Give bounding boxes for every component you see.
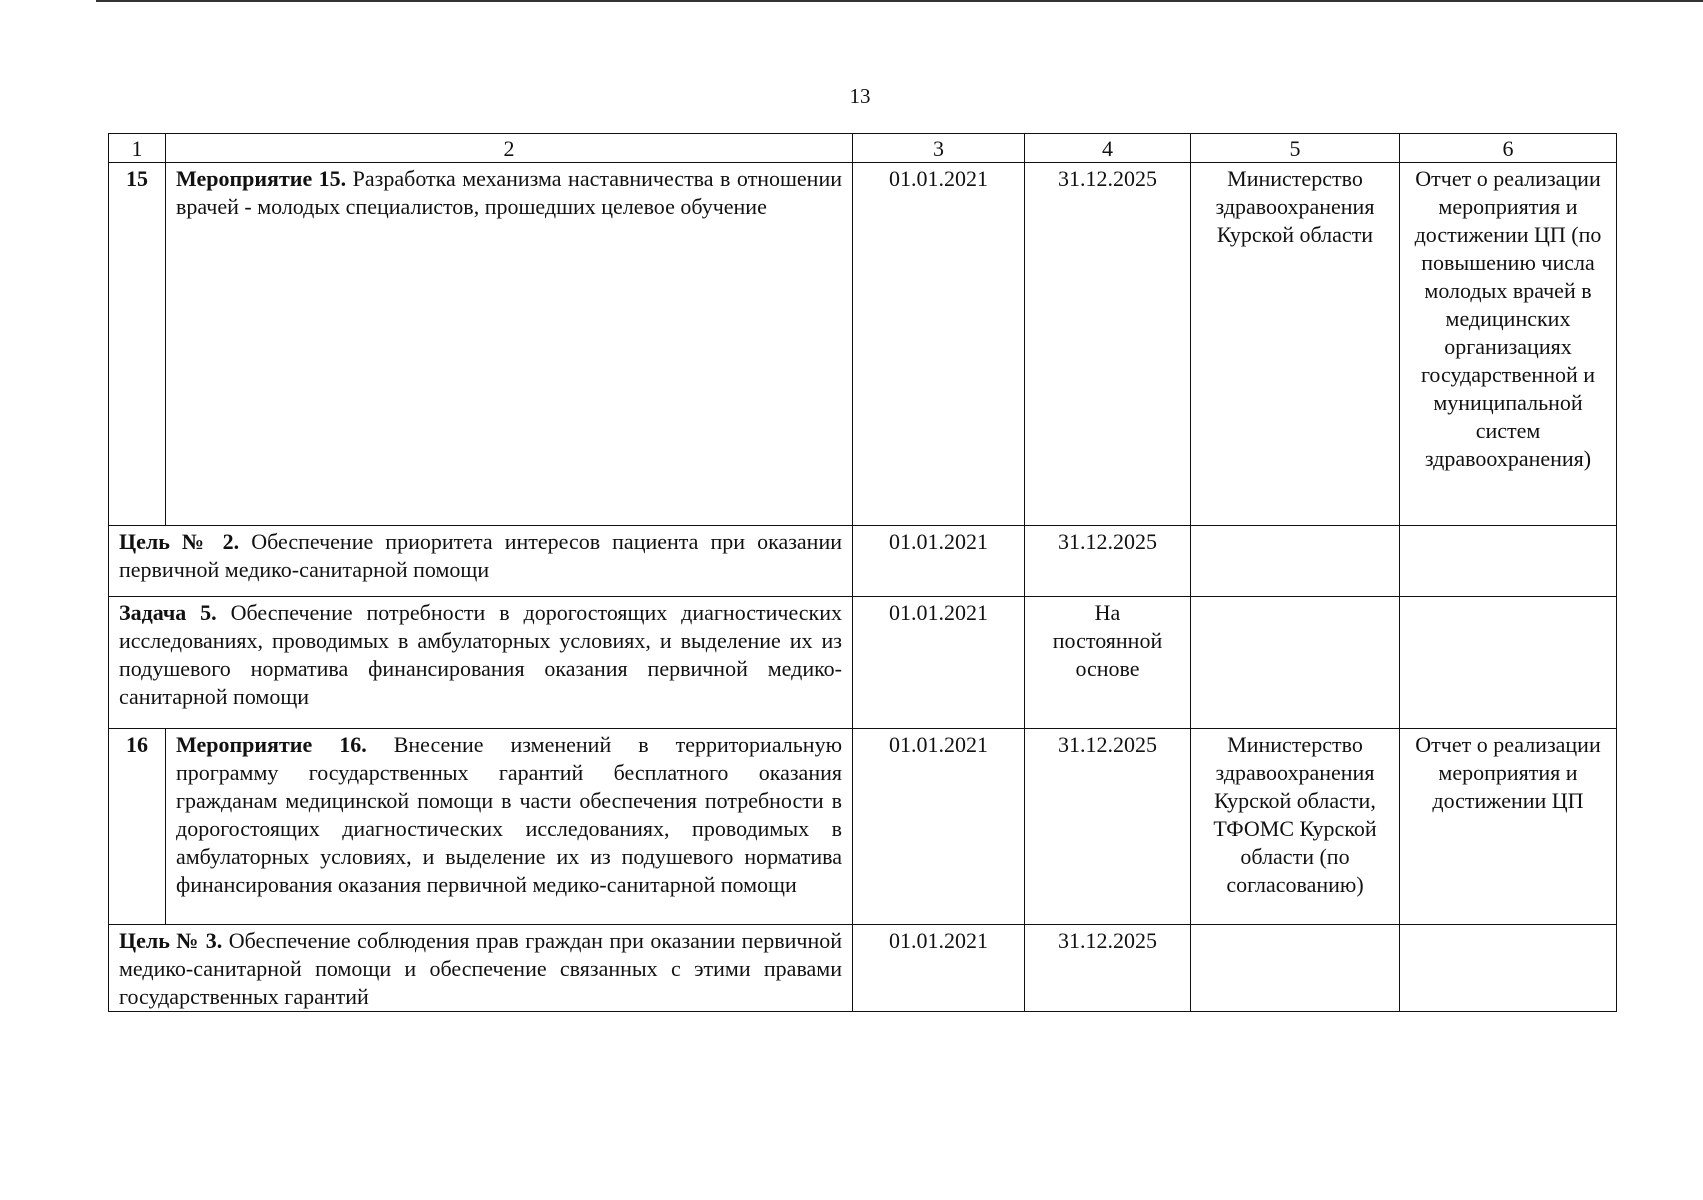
expected-result [1400,526,1617,597]
start-date: 01.01.2021 [853,163,1025,526]
task-text: Обеспечение потребности в дорогостоящих диагностических исследованиях, проводимых в амбулаторных условиях, и выделение их из подушевого норматива финансирования оказания первичной медико-санитарной помощи [119,600,842,709]
end-date: 31.12.2025 [1025,729,1191,925]
goal-text: Обеспечение соблюдения прав граждан при оказании первичной медико-санитарной помощи и обеспечение связанных с этими правами государственных гарантий [119,928,842,1009]
measure-title: Мероприятие 16. [176,732,367,757]
responsible-party [1191,526,1400,597]
page-number: 13 [849,84,871,108]
measure-description [166,163,853,526]
column-header-2: 2 [166,134,853,163]
task-title: Задача 5. [119,600,217,625]
table-row-measure-16 [109,729,1617,925]
table-row-goal-2 [109,526,1617,597]
row-number: 15 [109,163,166,526]
end-date: На постоянной основе [1025,597,1191,729]
row-number: 16 [109,729,166,925]
goal-text: Обеспечение приоритета интересов пациента при оказании первичной медико-санитарной помощи [119,529,843,582]
start-date: 01.01.2021 [853,526,1025,597]
end-date: 31.12.2025 [1025,925,1191,1012]
measure-title: Мероприятие 15. [176,166,347,191]
goal-description [109,925,853,1012]
expected-result: Отчет о реализации мероприятия и достижении ЦП [1400,729,1617,925]
column-header-1: 1 [109,134,166,163]
table-row-goal-3 [109,925,1617,1012]
end-date: 31.12.2025 [1025,163,1191,526]
responsible-party: Министерство здравоохранения Курской области, ТФОМС Курской области (по согласованию) [1191,729,1400,925]
column-header-5: 5 [1191,134,1400,163]
start-date: 01.01.2021 [853,925,1025,1012]
start-date: 01.01.2021 [853,597,1025,729]
task-description [109,597,853,729]
expected-result [1400,925,1617,1012]
goal-title: Цель № 2. [119,529,240,554]
header-row [109,134,1617,163]
goal-title: Цель № 3. [119,928,223,953]
column-header-4: 4 [1025,134,1191,163]
end-date: 31.12.2025 [1025,526,1191,597]
measure-text: Внесение изменений в территориальную программу государственных гарантий бесплатного оказания гражданам медицинской помощи в части обеспечения потребности в дорогостоящих диагностических исследованиях, проводимых в амбулаторных условиях, и выделение их из подушевого норматива финансирования оказания первичной медико-санитарной помощи [176,732,843,897]
measures-table [108,133,1617,1012]
expected-result: Отчет о реализации мероприятия и достижении ЦП (по повышению числа молодых врачей в медицинских организациях государственной и муниципальной систем здравоохранения) [1400,163,1617,526]
responsible-party: Министерство здравоохранения Курской области [1191,163,1400,526]
table-row-task-5 [109,597,1617,729]
goal-description [109,526,853,597]
table-row-measure-15 [109,163,1617,526]
responsible-party [1191,597,1400,729]
measure-text: Разработка механизма наставничества в отношении врачей - молодых специалистов, прошедших целевое обучение [176,166,842,219]
measure-description [166,729,853,925]
top-border-line [96,0,1703,2]
column-header-3: 3 [853,134,1025,163]
responsible-party [1191,925,1400,1012]
expected-result [1400,597,1617,729]
start-date: 01.01.2021 [853,729,1025,925]
column-header-6: 6 [1400,134,1617,163]
